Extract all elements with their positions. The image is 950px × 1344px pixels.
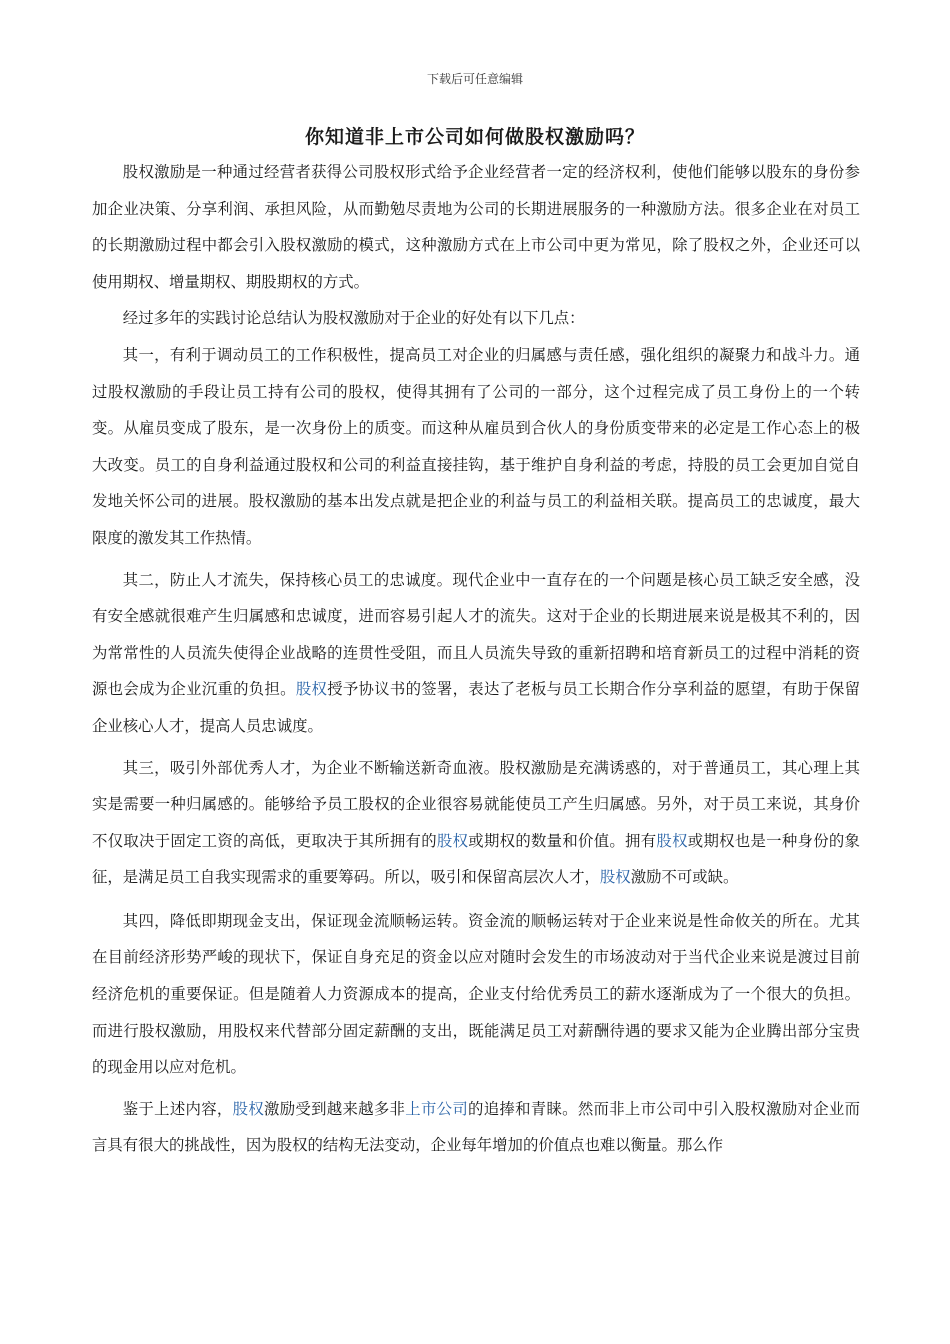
paragraph-text: 其四，降低即期现金支出，保证现金流顺畅运转。资金流的顺畅运转对于企业来说是性命攸关的所在。尤其在目前经济形势严峻的现状下，保证自身充足的资金以应对随时会发生的市场波动对于当代企业来说是渡过目前经济危机的重要保证。但是随着人力资源成本的提高，企业支付给优秀员工的薪水逐渐成为了一个很大的负担。而进行股权激励，用股权来代替部分固定薪酬的支出，既能满足员工对薪酬待遇的要求又能为企业腾出部分宝贵的现金用以应对危机。 [92,911,860,1077]
document-body [92,154,860,1164]
paragraph-point-three [92,750,860,896]
paragraph-text: 或期权也是一种身份的象征，是满足员工自我实现需求的重要筹码。所以，吸引和保留高层次人才， [92,831,860,887]
equity-link[interactable]: 股权 [436,831,469,850]
paragraph-text: 其一，有利于调动员工的工作积极性，提高员工对企业的归属感与责任感，强化组织的凝聚力和战斗力。通过股权激励的手段让员工持有公司的股权，使得其拥有了公司的一部分，这个过程完成了员工身份上的一个转变。从雇员变成了股东，是一次身份上的质变。而这种从雇员到合伙人的身份质变带来的必定是工作心态上的极大改变。员工的自身利益通过股权和公司的利益直接挂钩，基于维护自身利益的考虑，持股的员工会更加自觉自发地关怀公司的进展。股权激励的基本出发点就是把企业的利益与员工的利益相关联。提高员工的忠诚度，最大限度的激发其工作热情。 [92,345,860,547]
equity-link[interactable]: 股权 [232,1099,265,1118]
equity-link[interactable]: 股权 [656,831,688,850]
paragraph-point-two [92,562,860,745]
page-header: 下载后可任意编辑 [426,72,523,86]
paragraph-benefits-lead [92,300,860,337]
paragraph-point-four [92,903,860,1086]
paragraph-text: 的追捧和青睐。然而非上市公司中引入股权激励对企业而言具有很大的挑战性，因为股权的结构无法变动，企业每年增加的价值点也难以衡量。那么作 [92,1099,860,1155]
paragraph-conclusion [92,1091,860,1164]
paragraph-text: 经过多年的实践讨论总结认为股权激励对于企业的好处有以下几点： [122,309,585,328]
paragraph-text: 授予协议书的签署，表达了老板与员工长期合作分享利益的愿望，有助于保留企业核心人才，提高人员忠诚度。 [92,680,860,735]
equity-link[interactable]: 股权 [599,868,631,887]
paragraph-point-one [92,337,860,557]
paragraph-text: 其三，吸引外部优秀人才，为企业不断输送新奇血液。股权激励是充满诱惑的，对于普通员工，其心理上其实是需要一种归属感的。能够给予员工股权的企业很容易就能使员工产生归属感。另外，对于员工来说，其身价不仅取决于固定工资的高低，更取决于其所拥有的 [92,758,860,850]
paragraph-text: 鉴于上述内容， [122,1099,233,1118]
document-title: 你知道非上市公司如何做股权激励吗？ [304,126,645,148]
paragraph-text: 其二，防止人才流失，保持核心员工的忠诚度。现代企业中一直存在的一个问题是核心员工缺乏安全感，没有安全感就很难产生归属感和忠诚度，进而容易引起人才的流失。这对于企业的长期进展来说是极其不利的，因为常常性的人员流失使得企业战略的连贯性受阻，而且人员流失导致的重新招聘和培育新员工的过程中消耗的资源也会成为企业沉重的负担。 [92,570,860,699]
listed-company-link[interactable]: 上市公司 [405,1099,469,1118]
paragraph-intro [92,154,860,300]
paragraph-text: 或期权的数量和价值。拥有 [468,831,657,850]
equity-link[interactable]: 股权 [295,680,328,699]
paragraph-text: 股权激励是一种通过经营者获得公司股权形式给予企业经营者一定的经济权利，使他们能够以股东的身份参加企业决策、分享利润、承担风险，从而勤勉尽责地为公司的长期进展服务的一种激励方法。很多企业在对员工的长期激励过程中都会引入股权激励的模式，这种激励方式在上市公司中更为常见，除了股权之外，企业还可以使用期权、增量期权、期股期权的方式。 [92,163,860,291]
paragraph-text: 激励不可或缺。 [630,868,739,887]
paragraph-text: 激励受到越来越多非 [264,1099,406,1118]
